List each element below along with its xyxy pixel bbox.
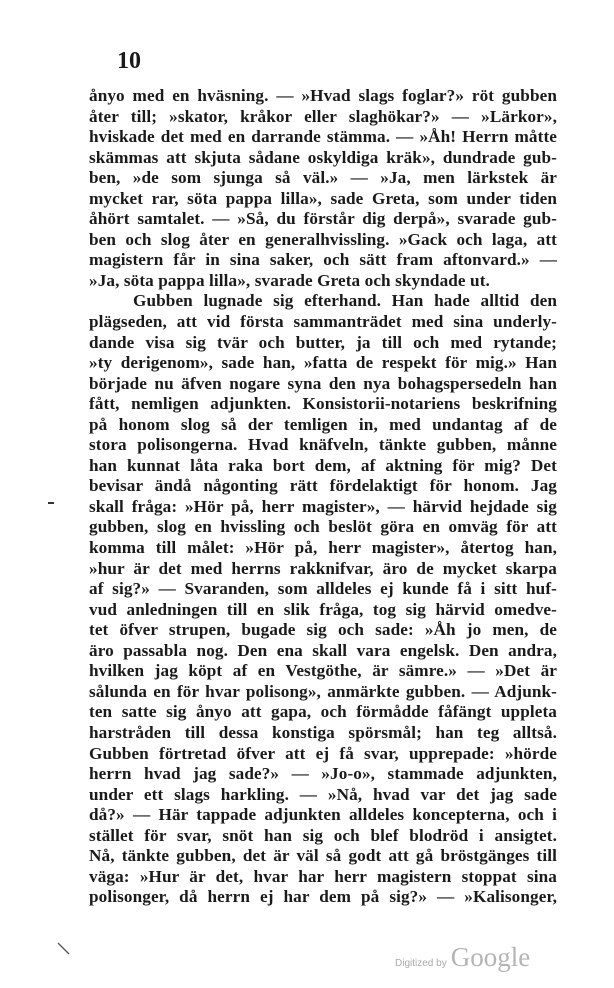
text-line: hvilken jag köpt af en Vestgöthe, är sämre.» — »Det är <box>89 661 557 681</box>
text-line: magistern får in sina saker, och sätt fram aftonvard.» — <box>89 250 557 270</box>
google-logo: Google <box>450 942 531 972</box>
text-line: harstråden till dessa konstiga spörsmål; han teg alltså. <box>89 722 557 742</box>
text-line: Gubben förtretad öfver att ej få svar, upprepade: »hörde <box>89 743 557 763</box>
text-line: stora polisongerna. Hvad knäfveln, tänkte gubben, månne <box>89 435 557 455</box>
text-line: »ty derigenom», sade han, »fatta de respekt för mig.» Han <box>89 353 557 373</box>
text-line: Gubben lugnade sig efterhand. Han hade alltid den <box>133 291 557 311</box>
text-line: af sig?» — Svaranden, som alldeles ej kunde få i sitt huf- <box>89 579 557 599</box>
text-line: ten satte sig ånyo att gapa, och förmådde fåfängt uppleta <box>89 702 557 722</box>
text-line: ben och slog åter en generalhvissling. »Gack och laga, att <box>89 229 557 249</box>
text-line: bevisar ändå någonting rätt fördelaktigt för honom. Jag <box>89 476 557 496</box>
text-line: »hur är det med herrns rakknifvar, äro de mycket skarpa <box>89 558 557 578</box>
text-line: vud anledningen till en slik fråga, tog sig härvid omedve- <box>89 599 557 619</box>
text-line: mycket rar, söta pappa lilla», sade Greta, som under tiden <box>89 188 557 208</box>
text-line: åhört samtalet. — »Så, du förstår dig derpå», svarade gub- <box>89 209 557 229</box>
text-line: hviskade det med en darrande stämma. — »Åh! Herrn måtte <box>89 127 557 147</box>
text-line: åter till; »skator, kråkor eller slaghökar?» — »Lärkor», <box>89 106 557 126</box>
text-line: fått, nemligen adjunkten. Konsistorii-notariens beskrifning <box>89 394 557 414</box>
text-line: äro passabla nog. Den ena skall vara engelsk. Den andra, <box>89 640 557 660</box>
text-line: under ett slags harkling. — »Nå, hvad var det jag sade <box>89 784 557 804</box>
text-line: då?» — Här tappade adjunkten alldeles koncepterna, och i <box>89 805 557 825</box>
text-line: komma till målet: »Hör på, herr magister», återtog han, <box>89 538 557 558</box>
text-line: skämmas att skjuta sådane oskyldiga kräk», dundrade gub- <box>89 147 557 167</box>
text-line: »Ja, söta pappa lilla», svarade Greta och skyndade ut. <box>89 270 490 290</box>
page-number: 10 <box>117 48 141 74</box>
text-line: ben, »de som sjunga så väl.» — »Ja, men lärkstek är <box>89 168 557 188</box>
text-line: skall fråga: »Hör på, herr magister», — härvid hejdade sig <box>89 496 557 516</box>
text-line: på honom slog så der temligen in, med undantag af de <box>89 414 557 434</box>
text-line: gubben, slog en hvissling och beslöt göra en omväg för att <box>89 517 557 537</box>
text-line: plägseden, att vid första sammanträdet med sina underly- <box>89 312 557 332</box>
body-text <box>89 86 557 908</box>
corner-mark-icon <box>57 942 71 956</box>
margin-mark <box>48 502 54 504</box>
text-line: dande visa sig tvär och butter, ja till och med rytande; <box>89 332 557 352</box>
text-line: Nå, tänkte gubben, det är väl så godt att gå bröstgänges till <box>89 846 557 866</box>
text-line: väga: »Hur är det, hvar har herr magistern stoppat sina <box>89 866 557 886</box>
text-line: herrn hvad jag sade?» — »Jo-o», stammade adjunkten, <box>89 764 557 784</box>
text-line: han kunnat låta raka bort dem, af aktning för mig? Det <box>89 455 557 475</box>
text-line: tet öfver strupen, bugade sig och sade: »Åh jo men, de <box>89 620 557 640</box>
text-line: sålunda en för hvar polisong», anmärkte gubben. — Adjunk- <box>89 681 557 701</box>
text-line: stället för svar, snöt han sig och blef blodröd i ansigtet. <box>89 825 557 845</box>
text-line: började nu äfven nogare syna den nya bohagspersedeln han <box>89 373 557 393</box>
text-line: polisonger, då herrn ej har dem på sig?» — »Kalisonger, <box>89 887 557 907</box>
text-line: ånyo med en hväsning. — »Hvad slags foglar?» röt gubben <box>89 86 557 105</box>
watermark <box>395 942 530 973</box>
watermark-prefix: Digitized by <box>395 958 447 969</box>
